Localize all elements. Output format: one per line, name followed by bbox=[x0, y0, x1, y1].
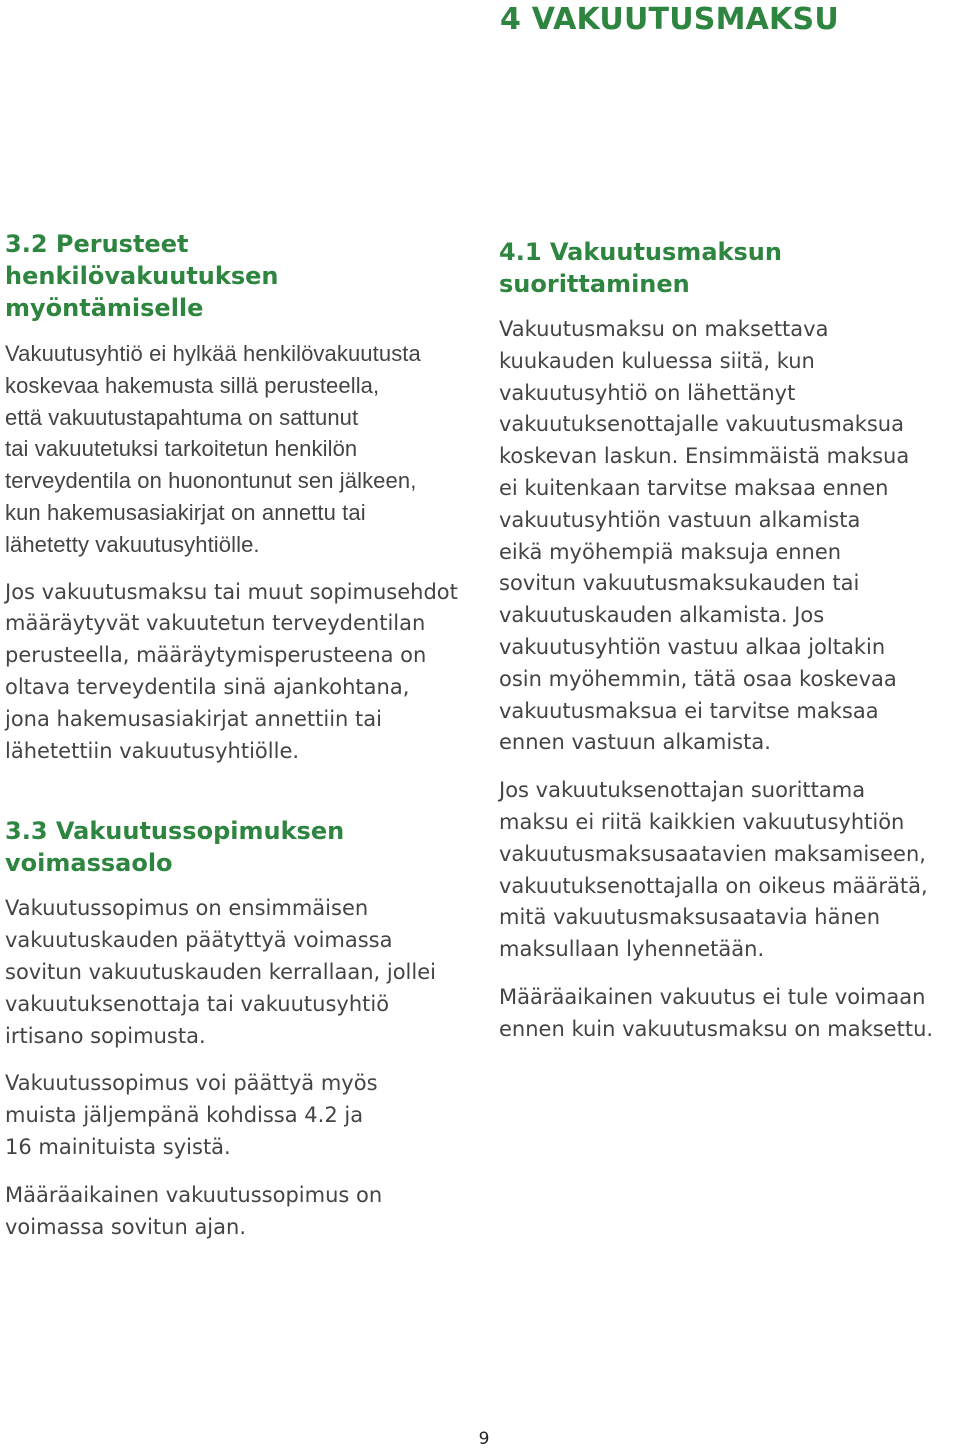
left-column bbox=[5, 228, 460, 1259]
section-4-1 bbox=[499, 236, 960, 1046]
section-3-2-paragraph-1: Vakuutusyhtiö ei hylkää henkilövakuutusta koskevaa hakemusta sillä perusteella, että vakuutustapahtuma on sattunut tai vakuutetuksi tarkoitetun henkilön terveydentila on huonontunut sen jälkeen, kun hakemusasiakirjat on annettu tai lähetetty vakuutusyhtiölle. bbox=[5, 341, 421, 557]
section-3-3-heading: 3.3 Vakuutussopimuksen voimassaolo bbox=[5, 817, 345, 878]
section-3-2 bbox=[5, 228, 460, 767]
section-3-3-paragraph-1: Vakuutussopimus on ensimmäisen vakuutuskauden päätyttyä voimassa sovitun vakuutuskauden kerrallaan, jollei vakuutuksenottaja tai vakuutusyhtiö irtisano sopimusta. bbox=[5, 896, 436, 1048]
section-3-2-heading: 3.2 Perusteet henkilövakuutuksen myöntämiselle bbox=[5, 230, 279, 322]
section-4-1-paragraph-3: Määräaikainen vakuutus ei tule voimaan ennen kuin vakuutusmaksu on maksettu. bbox=[499, 984, 934, 1041]
section-3-3 bbox=[5, 815, 460, 1243]
chapter-title: 4 VAKUUTUSMAKSU bbox=[500, 2, 839, 37]
section-4-1-paragraph-2: Jos vakuutuksenottajan suorittama maksu ei riitä kaikkien vakuutusyhtiön vakuutusmaksusaatavien maksamiseen, vakuutuksenottajalla on oikeus määrätä, mitä vakuutusmaksusaatavia hänen maksullaan lyhennetään. bbox=[499, 778, 928, 962]
page-number: 9 bbox=[478, 1429, 490, 1449]
section-3-3-paragraph-2: Vakuutussopimus voi päättyä myös muista jäljempänä kohdissa 4.2 ja 16 mainituista syistä. bbox=[5, 1071, 378, 1159]
right-column bbox=[499, 236, 960, 1062]
section-4-1-heading: 4.1 Vakuutusmaksun suorittaminen bbox=[499, 238, 782, 298]
section-3-3-paragraph-3: Määräaikainen vakuutussopimus on voimassa sovitun ajan. bbox=[5, 1182, 383, 1239]
section-4-1-paragraph-1: Vakuutusmaksu on maksettava kuukauden kuluessa siitä, kun vakuutusyhtiö on lähettänyt vakuutuksenottajalle vakuutusmaksua koskevan laskun. Ensimmäistä maksua ei kuitenkaan tarvitse maksaa ennen vakuutusyhtiön vastuun alkamista eikä myöhempiä maksuja ennen sovitun vakuutusmaksukauden tai vakuutuskauden alkamista. Jos vakuutusyhtiön vastuu alkaa joltakin osin myöhemmin, tätä osaa koskevaa vakuutusmaksua ei tarvitse maksaa ennen vastuun alkamista. bbox=[499, 317, 910, 755]
section-3-2-paragraph-2: Jos vakuutusmaksu tai muut sopimusehdot määräytyvät vakuutetun terveydentilan perusteella, määräytymisperusteena on oltava terveydentila sinä ajankohtana, jona hakemusasiakirjat annettiin tai lähetettiin vakuutusyhtiölle. bbox=[5, 579, 458, 763]
